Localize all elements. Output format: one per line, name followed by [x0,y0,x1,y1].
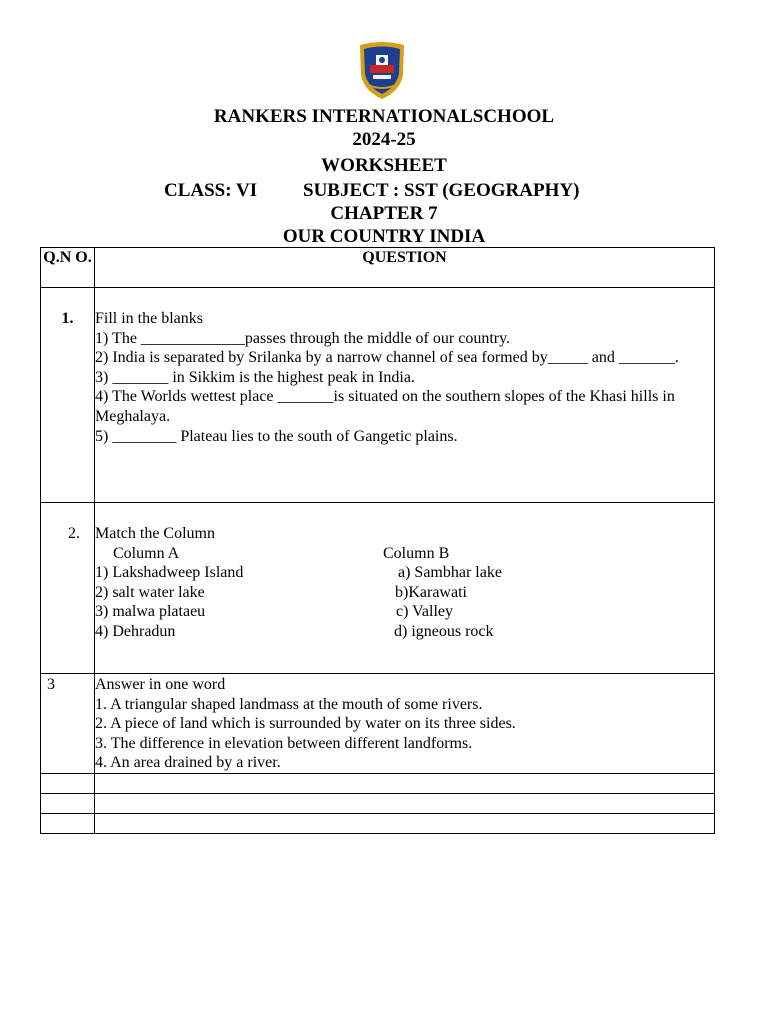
question-body [95,674,715,774]
question-number: 3 [41,674,95,774]
doc-type: WORKSHEET [321,155,447,176]
question-title: Fill in the blanks [95,310,203,327]
chapter-label: CHAPTER 7 [330,203,438,224]
empty-row [41,773,715,793]
match-b: c) Valley [396,603,454,621]
question-body [95,288,715,503]
match-b: d) igneous rock [394,622,494,640]
match-b: a) Sambhar lake [398,564,502,582]
school-logo [356,41,408,101]
match-row [95,583,714,603]
match-a: 2) salt water lake [95,583,205,601]
session: 2024-25 [352,129,416,150]
table-row [41,503,715,674]
question-number: 1. [41,288,95,503]
question-header: QUESTION [95,248,715,288]
column-a-header: Column A [113,544,180,562]
qno-header: Q.N O. [41,248,95,288]
list-item: 3) _______ in Sikkim is the highest peak in India. [95,368,415,386]
column-b-header: Column B [383,544,450,562]
list-item: 1. A triangular shaped landmass at the mouth of some rivers. [95,695,483,713]
school-name: RANKERS INTERNATIONALSCHOOL [213,106,555,127]
class-label: CLASS: VI [164,180,258,201]
match-a: 1) Lakshadweep Island [95,564,244,582]
list-item: 2. A piece of land which is surrounded by water on its three sides. [95,715,516,733]
match-row [95,563,714,583]
list-item: 3. The difference in elevation between different landforms. [95,734,473,752]
match-b: b)Karawati [395,583,467,601]
table-row [41,288,715,503]
list-item: 5) ________ Plateau lies to the south of Gangetic plains. [95,427,458,445]
table-header-row [41,248,715,288]
question-title: Answer in one word [95,676,226,693]
list-item: 1) The _____________passes through the middle of our country. [95,329,511,347]
column-headers [95,544,714,564]
chapter-title: OUR COUNTRY INDIA [282,226,486,247]
match-a: 4) Dehradun [95,622,176,640]
question-title: Match the Column [95,525,215,542]
table-row [41,674,715,774]
question-body [95,503,715,674]
match-row [95,622,714,642]
match-a: 3) malwa plataeu [95,603,206,621]
list-item: 2) India is separated by Srilanka by a narrow channel of sea formed by_____ and _______. [95,349,679,367]
match-row [95,602,714,622]
empty-row [41,793,715,813]
list-item: 4. An area drained by a river. [95,754,281,772]
question-number: 2. [41,503,95,674]
subject-label: SUBJECT : SST (GEOGRAPHY) [303,180,580,201]
empty-row [41,813,715,833]
list-item: 4) The Worlds wettest place _______is situated on the southern slopes of the Khasi hills in Meghalaya. [95,388,675,425]
question-table [40,247,715,834]
